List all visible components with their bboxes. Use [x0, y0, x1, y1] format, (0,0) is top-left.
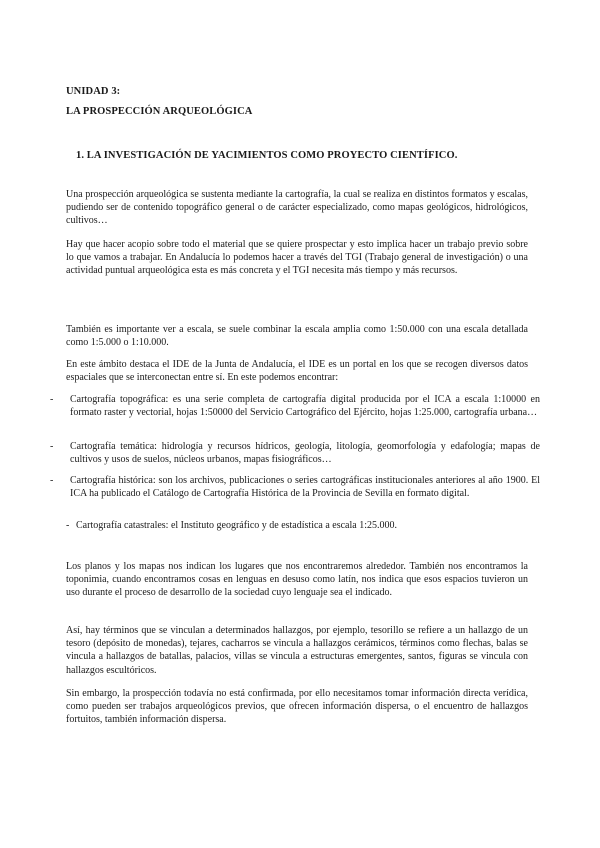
paragraph-5: Los planos y los mapas nos indican los lugares que nos encontraremos alrededor. También nos encontramos la toponimia, cuando encontramos cosas en lenguas en desuso como latín, nos indica que esos espacios tuvieron un uso durante el proceso de desarrollo de la sociedad cuyo lenguaje sea el indicado. — [66, 561, 528, 599]
list-item-text: Cartografía histórica: son los archivos, publicaciones o series cartográficas institucionales anteriores al año 1900. El ICA ha publicado el Catálogo de Cartografía Histórica de la Provincia de Sevilla en formato digital. — [70, 475, 540, 500]
paragraph-7: Sin embargo, la prospección todavía no está confirmada, por ello necesitamos tomar información directa verídica, como pueden ser trabajos arqueológicos previos, que ofrecen información dispersa, o el encuentro de hallazgos fortuitos, también información dispersa. — [66, 688, 528, 726]
list-dash: - — [50, 475, 54, 486]
list-dash: - — [66, 520, 70, 531]
list-item-text: Cartografía topográfica: es una serie completa de cartografía digital producida por el ICA a escala 1:10000 en formato raster y vectorial, hojas 1:50000 del Servicio Cartográfico del Ejército, hojas 1:25.000, cartografía urbana… — [70, 394, 540, 419]
list-item — [50, 393, 540, 419]
unit-heading: UNIDAD 3: — [66, 86, 121, 97]
list-item-text: Cartografía catastrales: el Instituto geográfico y de estadística a escala 1:25.000. — [76, 520, 397, 531]
list-dash: - — [50, 441, 54, 452]
paragraph-3: También es importante ver a escala, se suele combinar la escala amplia como 1:50.000 con una escala detallada como 1:5.000 o 1:10.000. — [66, 324, 528, 349]
list-item — [66, 519, 528, 532]
list-item — [50, 474, 540, 500]
document-title: LA PROSPECCIÓN ARQUEOLÓGICA — [66, 106, 253, 117]
section-heading: 1. LA INVESTIGACIÓN DE YACIMIENTOS COMO PROYECTO CIENTÍFICO. — [76, 150, 458, 161]
list-dash: - — [50, 394, 54, 405]
list-item-text: Cartografía temática: hidrología y recursos hídricos, geología, litología, geomorfología y edafología; mapas de cultivos y usos de suelos, núcleos urbanos, mapas fisiográficos… — [70, 441, 540, 466]
paragraph-1: Una prospección arqueológica se sustenta mediante la cartografía, la cual se realiza en distintos formatos y escalas, pudiendo ser de contenido topográfico general o de carácter especializado, como mapas geológicos, hidrológicos, cultivos… — [66, 189, 528, 227]
paragraph-2: Hay que hacer acopio sobre todo el material que se quiere prospectar y esto implica hacer un trabajo previo sobre lo que vamos a trabajar. En Andalucía lo podemos hacer a través del TGI (Trabajo general de investigación) o una actividad puntual arqueológica esta es más concreta y el TGI necesita más tiempo y más recursos. — [66, 239, 528, 277]
paragraph-6: Así, hay términos que se vinculan a determinados hallazgos, por ejemplo, tesorillo se refiere a un hallazgo de un tesoro (depósito de monedas), tejares, cacharros se vincula a hallazgos cerámicos, términos como flechas, balas se vincula a hallazgos de batallas, palacios, villas se vincula a estructuras emergentes, santos, figuras se vincula con hallazgos escultóricos. — [66, 625, 528, 676]
paragraph-4: En este ámbito destaca el IDE de la Junta de Andalucía, el IDE es un portal en los que se recogen diversos datos espaciales que se interconectan entre sí. En este podemos encontrar: — [66, 359, 528, 384]
list-item — [50, 440, 540, 466]
